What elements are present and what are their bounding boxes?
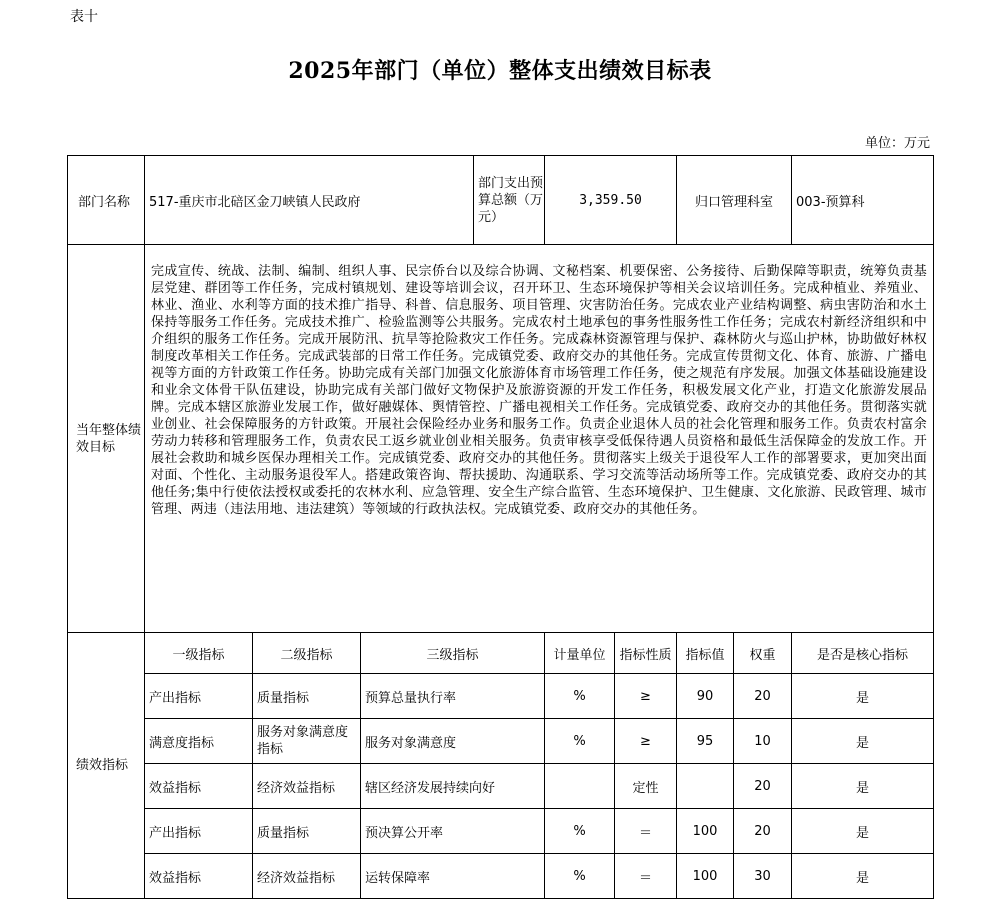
row-nature: ＝ bbox=[615, 809, 677, 854]
row-weight: 10 bbox=[734, 719, 792, 764]
row-level2: 服务对象满意度指标 bbox=[253, 719, 361, 764]
row-level1: 产出指标 bbox=[145, 674, 253, 719]
indicator-section-label: 绩效指标 bbox=[68, 633, 145, 899]
indicator-header-row bbox=[68, 633, 934, 674]
admin-office-label: 归口管理科室 bbox=[677, 156, 792, 245]
header-weight: 权重 bbox=[734, 633, 792, 674]
row-unit: % bbox=[545, 719, 615, 764]
row-value: 95 bbox=[677, 719, 734, 764]
row-level1: 效益指标 bbox=[145, 854, 253, 899]
annual-goal-text: 完成宣传、统战、法制、编制、组织人事、民宗侨台以及综合协调、文秘档案、机要保密、公务接待、后勤保障等职责，统筹负责基层党建、群团等工作任务，完成村镇规划、建设等培训会议，召开环卫、生态环境保护等相关会议培训任务。完成种植业、养殖业、林业、渔业、水利等方面的技术推广指导、科普、信息服务、项目管理、灾害防治任务。完成农业产业结构调整、病虫害防治和水土保持等服务工作任务。完成技术推广、检验监测等公共服务。完成农村土地承包的事务性服务性工作任务；完成农村新经济组织和中介组织的服务工作任务。完成开展防汛、抗旱等抢险救灾工作任务。完成森林资源管理与保护、森林防火与巡山护林，协助做好林权制度改革相关工作任务。完成武装部的日常工作任务。完成镇党委、政府交办的其他任务。完成宣传贯彻文化、体育、旅游、广播电视等方面的方针政策工作任务。协助完成有关部门加强文化旅游体育市场管理工作任务，使之规范有序发展。加强文体基础设施建设和业余文体骨干队伍建设，协助完成有关部门做好文物保护及旅游资源的开发工作任务，积极发展文化产业，打造文化旅游发展品牌。完成本辖区旅游业发展工作，做好融媒体、舆情管控、广播电视相关工作任务。完成镇党委、政府交办的其他任务。贯彻落实就业创业、社会保障服务的方针政策。开展社会保险经办业务和服务工作。负责企业退休人员的社会化管理和服务工作。负责农村富余劳动力转移和管理服务工作，负责农民工返乡就业创业相关服务。负责审核享受低保待遇人员资格和最低生活保障金的发放工作。开展社会救助和城乡医保办理相关工作。完成镇党委、政府交办的其他任务。贯彻落实上级关于退役军人工作的部署要求，更加突出面对面、个性化、主动服务退役军人。搭建政策咨询、帮扶援助、沟通联系、学习交流等活动场所等工作。完成镇党委、政府交办的其他任务;集中行使依法授权或委托的农林水利、应急管理、安全生产综合监管、生态环境保护、卫生健康、文化旅游、民政管理、城市管理、两违（违法用地、违法建筑）等领域的行政执法权。完成镇党委、政府交办的其他任务。 bbox=[145, 245, 934, 633]
budget-total-label: 部门支出预算总额（万元） bbox=[474, 156, 545, 245]
table-row bbox=[68, 854, 934, 899]
dept-name-value: 517-重庆市北碚区金刀峡镇人民政府 bbox=[145, 156, 474, 245]
row-unit bbox=[545, 764, 615, 809]
row-core: 是 bbox=[792, 674, 934, 719]
row-level3: 辖区经济发展持续向好 bbox=[361, 764, 545, 809]
dept-name-label: 部门名称 bbox=[68, 156, 145, 245]
row-unit: % bbox=[545, 854, 615, 899]
table-row bbox=[68, 809, 934, 854]
header-nature: 指标性质 bbox=[615, 633, 677, 674]
row-value: 100 bbox=[677, 809, 734, 854]
row-core: 是 bbox=[792, 809, 934, 854]
row-value: 100 bbox=[677, 854, 734, 899]
table-number: 表十 bbox=[70, 9, 98, 25]
row-nature: 定性 bbox=[615, 764, 677, 809]
row-weight: 20 bbox=[734, 764, 792, 809]
row-core: 是 bbox=[792, 854, 934, 899]
row-nature: ＝ bbox=[615, 854, 677, 899]
annual-goal-row bbox=[68, 245, 934, 633]
row-level2: 经济效益指标 bbox=[253, 764, 361, 809]
page-title: 2025年部门（单位）整体支出绩效目标表 bbox=[288, 58, 712, 84]
row-level2: 经济效益指标 bbox=[253, 854, 361, 899]
annual-goal-label: 当年整体绩效目标 bbox=[68, 245, 145, 633]
row-nature: ≥ bbox=[615, 719, 677, 764]
admin-office-value: 003-预算科 bbox=[792, 156, 934, 245]
header-unit: 计量单位 bbox=[545, 633, 615, 674]
performance-target-table bbox=[67, 155, 934, 899]
row-level1: 满意度指标 bbox=[145, 719, 253, 764]
table-row bbox=[68, 764, 934, 809]
row-core: 是 bbox=[792, 764, 934, 809]
dept-info-row bbox=[68, 156, 934, 245]
row-weight: 20 bbox=[734, 674, 792, 719]
header-level1: 一级指标 bbox=[145, 633, 253, 674]
row-unit: % bbox=[545, 674, 615, 719]
table-row bbox=[68, 674, 934, 719]
table-row bbox=[68, 719, 934, 764]
row-level2: 质量指标 bbox=[253, 809, 361, 854]
row-unit: % bbox=[545, 809, 615, 854]
header-core: 是否是核心指标 bbox=[792, 633, 934, 674]
header-value: 指标值 bbox=[677, 633, 734, 674]
row-value bbox=[677, 764, 734, 809]
row-weight: 30 bbox=[734, 854, 792, 899]
row-level1: 效益指标 bbox=[145, 764, 253, 809]
row-level1: 产出指标 bbox=[145, 809, 253, 854]
row-value: 90 bbox=[677, 674, 734, 719]
header-level2: 二级指标 bbox=[253, 633, 361, 674]
row-level3: 预算总量执行率 bbox=[361, 674, 545, 719]
row-level3: 运转保障率 bbox=[361, 854, 545, 899]
row-weight: 20 bbox=[734, 809, 792, 854]
row-level3: 预决算公开率 bbox=[361, 809, 545, 854]
row-level2: 质量指标 bbox=[253, 674, 361, 719]
unit-label: 单位：万元 bbox=[864, 136, 930, 151]
row-nature: ≥ bbox=[615, 674, 677, 719]
header-level3: 三级指标 bbox=[361, 633, 545, 674]
row-core: 是 bbox=[792, 719, 934, 764]
budget-total-value: 3,359.50 bbox=[545, 156, 677, 245]
row-level3: 服务对象满意度 bbox=[361, 719, 545, 764]
